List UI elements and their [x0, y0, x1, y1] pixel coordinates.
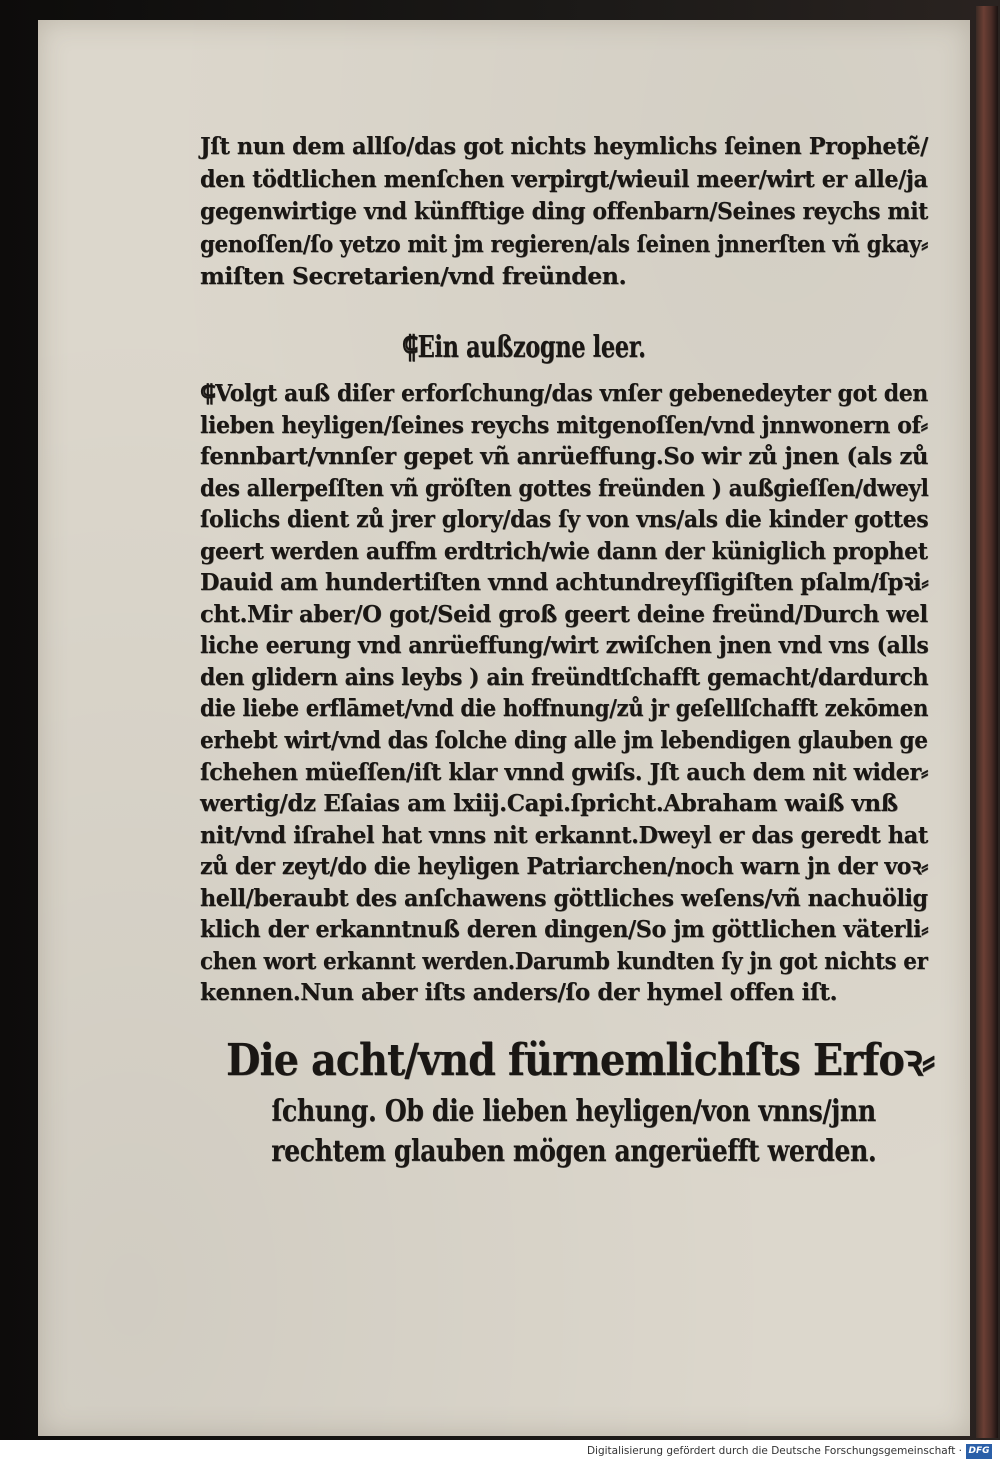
text-line: miſten Secretarien/vnd freünden. — [200, 262, 627, 290]
text-line: ſchehen müeſſen/iſt klar vnnd gwiſs. Jſt auch dem nit wider⸗ — [200, 758, 928, 786]
text-line: Jſt nun dem allſo/das got nichts heymlichs ſeinen Prophetẽ/ — [200, 132, 928, 160]
text-line: ⸿Volgt auß diſer erforſchung/das vnſer gebenedeyter got den — [200, 380, 928, 407]
text-line: zů der zeyt/do die heyligen Patriarchen/noch warn jn der voꝛ⸗ — [200, 853, 928, 881]
text-line: die liebe erflāmet/vnd die hoffnung/zů jr geſellſchafft zekōmen — [200, 695, 929, 723]
inquiry-heading-first-line: Die acht/vnd fürnemlichſts Erfoꝛ⸗ — [226, 1035, 935, 1086]
section-heading: ⸿Ein außzogne leer. — [402, 330, 646, 365]
text-line: kennen.Nun aber iſts anders/ſo der hymel offen iſt. — [200, 979, 838, 1007]
text-line: gegenwirtige vnd künfftige ding offenbarn/Seines reychs mit — [200, 197, 928, 225]
text-line: klich der erkanntnuß deren dingen/So jm göttlichen väterli⸗ — [200, 916, 929, 944]
text-line: liche eerung vnd anrüeffung/wirt zwiſchen jnen vnd vns (alls — [200, 632, 929, 660]
digitization-footer — [0, 1440, 1000, 1464]
inquiry-heading-line: ſchung. Ob die lieben heyligen/von vnns/jnn — [271, 1094, 876, 1129]
text-line: den tödtlichen menſchen verpirgt/wieuil meer/wirt er alle/ja — [200, 164, 928, 193]
text-line: chen wort erkannt werden.Darumb kundten ſy jn got nichts er — [200, 947, 928, 975]
text-line: lieben heyligen/ſeines reychs mitgenoſſen/vnd jnnwonern of⸗ — [200, 411, 928, 439]
book-page-edge — [976, 6, 998, 1438]
text-line: erhebt wirt/vnd das ſolche ding alle jm lebendigen glauben ge — [200, 727, 928, 755]
text-line: nit/vnd iſrahel hat vnns nit erkannt.Dweyl er das geredt hat — [200, 821, 928, 849]
inquiry-heading — [226, 1030, 936, 1172]
body-paragraph — [200, 378, 930, 1009]
text-line: den glidern ains leybs ) ain freündtſchafft gemacht/dardurch — [200, 663, 929, 691]
inquiry-heading-line: rechtem glauben mögen angerüefft werden. — [271, 1134, 877, 1169]
text-line: cht.Mir aber/O got/Seid groß geert deine freünd/Durch wel — [200, 600, 928, 628]
text-line: geert werden auffm erdtrich/wie dann der küniglich prophet — [200, 537, 928, 565]
text-line: hell/beraubt des anſchawens göttliches weſens/vñ nachuölig — [200, 884, 928, 912]
text-line: Dauid am hundertiſten vnnd achtundreyſſigiſten pſalm/ſpꝛi⸗ — [200, 569, 929, 597]
text-line: genoſſen/ſo yetzo mit jm regieren/als ſeinen jnnerſten vñ gkay⸗ — [200, 229, 928, 258]
dfg-logo: DFG — [966, 1444, 992, 1459]
text-line: wertig/dz Eſaias am lxiij.Capi.ſpricht.Abraham waiß vnß — [200, 790, 898, 818]
intro-paragraph — [200, 130, 930, 293]
text-line: des allerpeſſten vñ gröſten gottes freünden ) außgieſſen/dweyl — [200, 474, 929, 502]
funding-credit: Digitalisierung gefördert durch die Deutsche Forschungsgemeinschaft · — [586, 1445, 962, 1457]
text-line: fennbart/vnnſer gepet vñ anrüeffung.So wir zů jnen (als zů — [200, 443, 929, 471]
text-line: ſolichs dient zů jrer glory/das ſy von vns/als die kinder gottes — [200, 506, 929, 534]
